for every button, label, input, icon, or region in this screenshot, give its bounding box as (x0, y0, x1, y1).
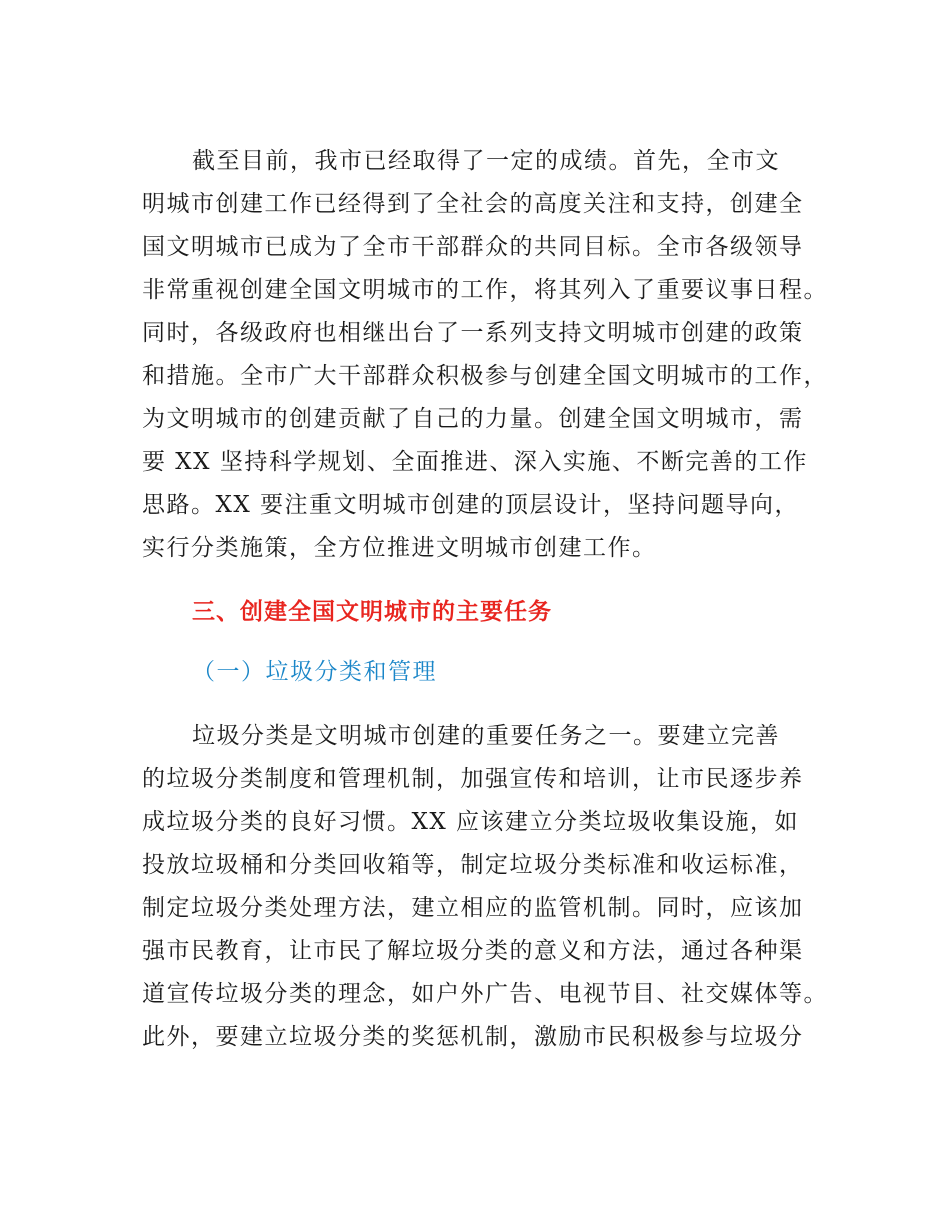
paragraph-2-line-2: 的垃圾分类制度和管理机制，加强宣传和培训，让市民逐步养 (142, 766, 804, 792)
paragraph-2-line-6: 强市民教育，让市民了解垃圾分类的意义和方法，通过各种渠 (142, 938, 804, 964)
paragraph-2-line-4: 投放垃圾桶和分类回收箱等，制定垃圾分类标准和收运标准， (142, 852, 804, 878)
paragraph-1-line-9: 思路。XX 要注重文明城市创建的顶层设计，坚持问题导向， (142, 492, 800, 518)
paragraph-2-line-8: 此外，要建立垃圾分类的奖惩机制，激励市民积极参与垃圾分 (142, 1024, 804, 1050)
paragraph-2-line-3: 成垃圾分类的良好习惯。XX 应该建立分类垃圾收集设施，如 (142, 809, 800, 835)
section-heading: 三、创建全国文明城市的主要任务 (192, 599, 552, 625)
paragraph-1-line-1: 截至目前，我市已经取得了一定的成绩。首先，全市文 (192, 148, 780, 174)
paragraph-2-line-7: 道宣传垃圾分类的理念，如户外广告、电视节目、社交媒体等。 (142, 981, 828, 1007)
paragraph-1-line-8: 要 XX 坚持科学规划、全面推进、深入实施、不断完善的工作 (142, 449, 808, 475)
paragraph-1-line-10: 实行分类施策，全方位推进文明城市创建工作。 (142, 535, 657, 561)
subsection-heading: （一）垃圾分类和管理 (192, 659, 437, 685)
paragraph-2-line-5: 制定垃圾分类处理方法，建立相应的监管机制。同时，应该加 (142, 895, 804, 921)
paragraph-2-line-1: 垃圾分类是文明城市创建的重要任务之一。要建立完善 (192, 723, 780, 749)
paragraph-1-line-7: 为文明城市的创建贡献了自己的力量。创建全国文明城市，需 (142, 406, 804, 432)
paragraph-1-line-3: 国文明城市已成为了全市干部群众的共同目标。全市各级领导 (142, 234, 804, 260)
paragraph-1-line-2: 明城市创建工作已经得到了全社会的高度关注和支持，创建全 (142, 191, 804, 217)
paragraph-1-line-4: 非常重视创建全国文明城市的工作，将其列入了重要议事日程。 (142, 277, 828, 303)
paragraph-1-line-5: 同时，各级政府也相继出台了一系列支持文明城市创建的政策 (142, 320, 804, 346)
paragraph-1-line-6: 和措施。全市广大干部群众积极参与创建全国文明城市的工作， (142, 363, 828, 389)
